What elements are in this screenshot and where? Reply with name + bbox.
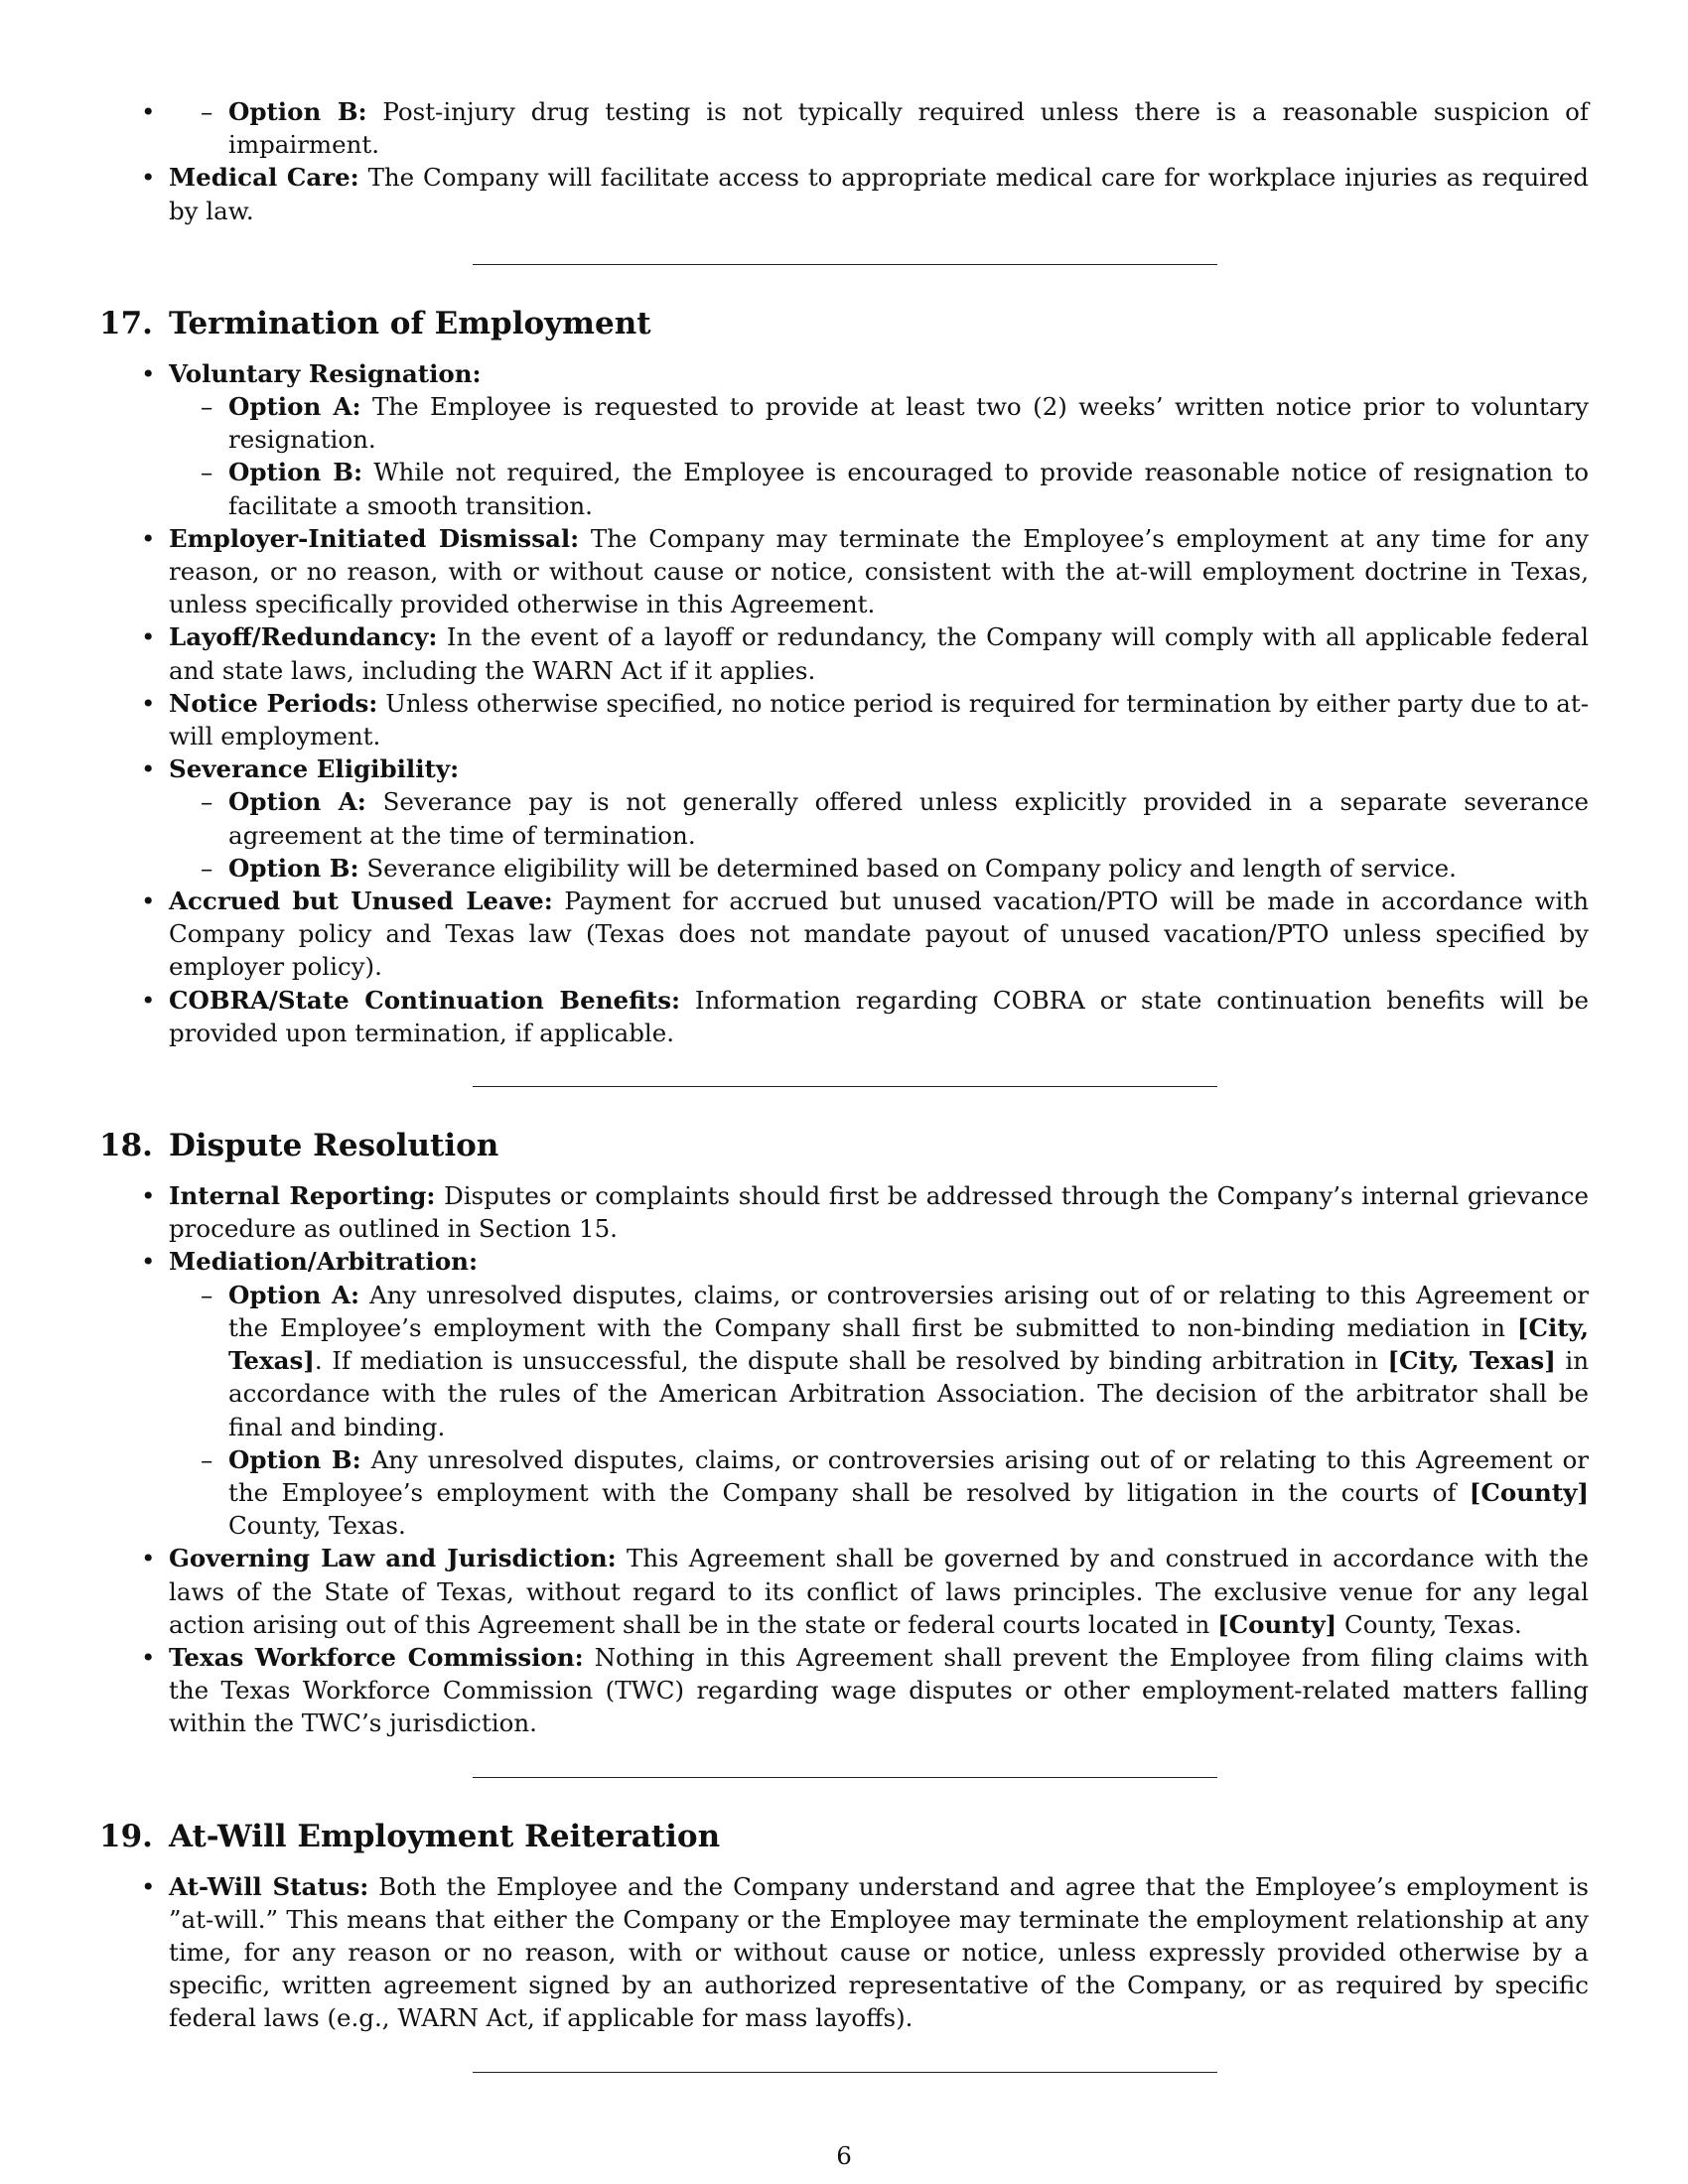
section-divider <box>473 264 1217 265</box>
item-label: Governing Law and Jurisdiction: <box>169 1544 617 1573</box>
carryover-list <box>99 95 1589 161</box>
section-title: Dispute Resolution <box>168 1128 499 1164</box>
option-text: Any unresolved disputes, claims, or controversies arising out of or relating to this Agreement or the Employee’s employment with the Company shall first be submitted to non-binding mediation in <box>228 1280 1589 1342</box>
section-divider <box>473 1777 1217 1778</box>
list-item <box>169 357 1589 522</box>
item-label: Medical Care: <box>169 163 359 193</box>
option-label: Option B: <box>228 97 367 126</box>
list-item <box>169 687 1589 752</box>
item-label: Voluntary Resignation: <box>169 358 482 388</box>
list-item <box>169 620 1589 686</box>
sub-list-item <box>228 1279 1589 1443</box>
item-label: COBRA/State Continuation Benefits: <box>169 985 681 1015</box>
section-17-list <box>99 357 1589 1049</box>
section-title: At-Will Employment Reiteration <box>168 1818 721 1854</box>
item-text: The Company may terminate the Employee’s employment at any time for any reason, or no reason, with or without cause or notice, consistent with the at-will employment doctrine in Texas, unless specifically provided otherwise in this Agreement. <box>169 523 1590 619</box>
item-text: In the event of a layoff or redundancy, the Company will comply with all applicable federal and state laws, including the WARN Act if it applies. <box>169 622 1589 685</box>
sub-list-item <box>228 785 1589 851</box>
list-item <box>169 752 1589 885</box>
option-text: While not required, the Employee is encouraged to provide reasonable notice of resignation to facilitate a smooth transition. <box>228 458 1589 520</box>
item-text: Disputes or complaints should first be addressed through the Company’s internal grievance procedure as outlined in Section 15. <box>169 1181 1590 1244</box>
section-number: 19. <box>99 1818 153 1854</box>
item-label: Accrued but Unused Leave: <box>169 887 553 916</box>
list-item <box>169 1641 1589 1740</box>
item-text: County, Texas. <box>1336 1609 1522 1639</box>
item-text: This Agreement shall be governed by and construed in accordance with the laws of the State of Texas, without regard to its conflict of laws principles. The exclusive venue for any legal action arising out of this Agreement shall be in the state or federal courts located in <box>169 1544 1590 1639</box>
list-item <box>169 1179 1589 1245</box>
section-number: 18. <box>99 1128 153 1164</box>
item-label: Severance Eligibility: <box>169 754 460 784</box>
option-text: The Employee is requested to provide at least two (2) weeks’ written notice prior to voluntary resignation. <box>228 392 1589 455</box>
item-text: The Company will facilitate access to appropriate medical care for workplace injuries as required by law. <box>169 163 1589 225</box>
item-text: Information regarding COBRA or state continuation benefits will be provided upon termination, if applicable. <box>169 985 1589 1047</box>
list-item <box>169 161 1589 226</box>
option-label: Option A: <box>228 1280 360 1309</box>
item-text: Payment for accrued but unused vacation/PTO will be made in accordance with Company policy and Texas law (Texas does not mandate payout of unused vacation/PTO unless specified by employer policy). <box>169 887 1589 982</box>
item-label: Employer-Initiated Dismissal: <box>169 523 580 553</box>
sub-list <box>169 785 1589 885</box>
item-label: Notice Periods: <box>169 688 378 718</box>
item-text: Nothing in this Agreement shall prevent the Employee from filing claims with the Texas Workforce Commission (TWC) regarding wage disputes or other employment-related matters falling within the TWC’s jurisdiction. <box>169 1642 1589 1738</box>
list-item <box>169 1542 1589 1641</box>
item-label: Mediation/Arbitration: <box>169 1247 479 1277</box>
list-item <box>169 1245 1589 1542</box>
placeholder-county: [County] <box>1469 1477 1589 1507</box>
section-19-list <box>99 1870 1589 2035</box>
section-number: 17. <box>99 305 153 341</box>
placeholder-county: [County] <box>1217 1609 1337 1639</box>
page-number: 6 <box>836 2141 852 2170</box>
option-label: Option A: <box>228 787 366 817</box>
item-label: Texas Workforce Commission: <box>169 1642 584 1672</box>
sub-list-item <box>228 390 1589 456</box>
section-title: Termination of Employment <box>168 305 651 341</box>
option-label: Option B: <box>228 853 359 883</box>
option-text: in accordance with the rules of the American Arbitration Association. The decision of the arbitrator shall be final and binding. <box>228 1346 1589 1441</box>
sub-list-item <box>228 1443 1589 1543</box>
option-text: Severance pay is not generally offered unless explicitly provided in a separate severance agreement at the time of termination. <box>228 787 1589 850</box>
option-text: . If mediation is unsuccessful, the dispute shall be resolved by binding arbitration in <box>314 1346 1388 1376</box>
item-text: Unless otherwise specified, no notice period is required for termination by either party due to at-will employment. <box>169 688 1589 751</box>
sub-list <box>169 1279 1589 1543</box>
list-item <box>169 984 1589 1049</box>
placeholder-city: [City, Texas] <box>1387 1346 1556 1376</box>
placeholder-city: [City, Texas] <box>228 1312 1589 1376</box>
item-label: Internal Reporting: <box>169 1181 436 1211</box>
option-text: Severance eligibility will be determined based on Company policy and length of service. <box>358 853 1457 883</box>
section-divider <box>473 1086 1217 1087</box>
section-heading <box>99 1817 1589 1856</box>
sub-list-item <box>228 456 1589 521</box>
list-item <box>169 522 1589 621</box>
item-text: Both the Employee and the Company understand and agree that the Employee’s employment is ”at-will.” This means that either the Company or the Employee may terminate the employment relationship at any time, for any reason or no reason, with or without cause or notice, unless expressly provided otherwise by a specific, written agreement signed by an authorized representative of the Company, or as required by specific federal laws (e.g., WARN Act, if applicable for mass layoffs). <box>169 1871 1589 2033</box>
page-content <box>99 97 1589 2073</box>
list-item <box>169 1870 1589 2035</box>
list-item <box>169 95 1589 161</box>
option-text: County, Texas. <box>228 1511 406 1541</box>
section-18-list <box>99 1179 1589 1739</box>
item-label: At-Will Status: <box>169 1871 369 1901</box>
section-divider <box>473 2072 1217 2073</box>
option-label: Option B: <box>228 1444 361 1474</box>
option-label: Option B: <box>228 458 363 487</box>
option-text: Any unresolved disputes, claims, or controversies arising out of or relating to this Agreement or the Employee’s employment with the Company shall be resolved by litigation in the courts of <box>228 1444 1589 1507</box>
sub-list-item <box>228 95 1589 161</box>
sub-list <box>169 390 1589 522</box>
option-label: Option A: <box>228 392 361 422</box>
sub-list-item <box>228 852 1589 885</box>
carryover-bullets <box>99 161 1589 226</box>
list-item <box>169 885 1589 984</box>
option-text: Post-injury drug testing is not typically required unless there is a reasonable suspicion of impairment. <box>228 97 1589 160</box>
section-heading <box>99 304 1589 343</box>
item-label: Layoff/Redundancy: <box>169 622 438 652</box>
section-heading <box>99 1126 1589 1165</box>
